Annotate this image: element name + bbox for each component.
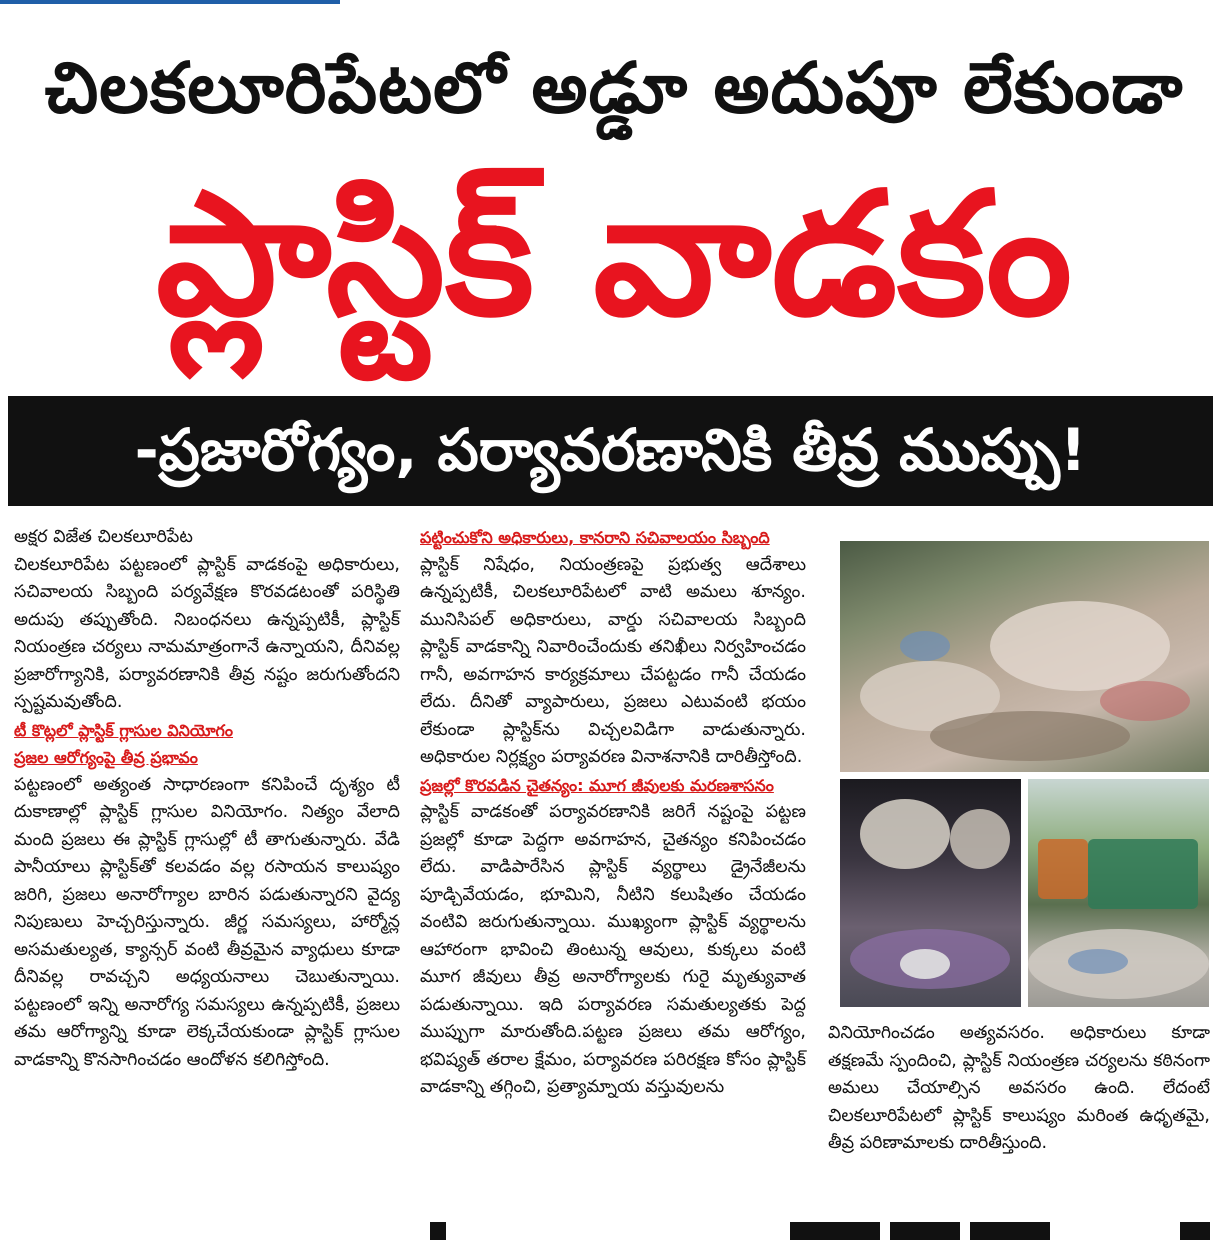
paragraph: పట్టణంలో అత్యంత సాధారణంగా కనిపించే దృశ్యం టీ దుకాణాల్లో ప్లాస్టిక్ గ్లాసుల వినియోగం. నిత్యం వేలాది మంది ప్రజలు ఈ ప్లాస్టిక్ గ్లాసుల్లో టీ తాగుతున్నారు. వేడి పానీయాలు ప్లాస్టిక్‌తో కలవడం వల్ల రసాయన కాలుష్యం జరిగి, ప్రజలు అనారోగ్యాల బారిన పడుతున్నారని వైద్య నిపుణులు హెచ్చరిస్తున్నారు. జీర్ణ సమస్యలు, హార్మోన్ల అసమతుల్యత, క్యాన్సర్ వంటి తీవ్రమైన వ్యాధులు కూడా దీనివల్ల రావచ్చని అధ్యయనాలు చెబుతున్నాయి. పట్టణంలో ఇన్ని అనారోగ్య సమస్యలు ఉన్నప్పటికీ, ప్రజలు తమ ఆరోగ్యాన్ని కూడా లెక్కచేయకుండా ప్లాస్టిక్ గ్లాసుల వాడకాన్ని కొనసాగించడం ఆందోళన కలిగిస్తోంది. bbox=[14, 774, 400, 1070]
section-subheading: పట్టించుకోని అధికారులు, కానరాని సచివాలయం సిబ్బంది bbox=[420, 528, 770, 547]
subheadline-band: -ప్రజారోగ్యం, పర్యావరణానికి తీవ్ర ముప్పు! bbox=[8, 396, 1213, 506]
paragraph: ప్లాస్టిక్ వాడకంతో పర్యావరణానికి జరిగే నష్టంపై పట్టణ ప్రజల్లో కూడా పెద్దగా అవగాహన, చైతన్యం కనిపించడం లేదు. వాడిపారేసిన ప్లాస్టిక్ వ్యర్థాలు డ్రైనేజీలను పూడ్చివేయడం, భూమిని, నీటిని కలుషితం చేయడం వంటివి జరుగుతున్నాయి. ముఖ్యంగా ప్లాస్టిక్ వ్యర్థాలను ఆహారంగా భావించి తింటున్న ఆవులు, కుక్కలు వంటి మూగ జీవులు తీవ్ర అనారోగ్యాలకు గురై మృత్యువాత పడుతున్నాయి. ఇది పర్యావరణ సమతుల్యతకు పెద్ద ముప్పుగా మారుతోంది.పట్టణ ప్రజలు తమ ఆరోగ్యం, భవిష్యత్ తరాల క్షేమం, పర్యావరణ పరిరక్షణ కోసం ప్లాస్టిక్ వాడకాన్ని తగ్గించి, ప్రత్యామ్నాయ వస్తువులను bbox=[420, 802, 806, 1097]
section-subheading: ప్రజల్లో కొరవడిన చైతన్యం: మూగ జీవులకు మరణశాసనం bbox=[420, 775, 774, 795]
article-column-3 bbox=[828, 1020, 1210, 1158]
next-headline-fragment bbox=[420, 1222, 1228, 1240]
main-headline: ప్లాస్టిక్ వాడకం bbox=[155, 156, 1073, 354]
garbage-heap-photo bbox=[840, 541, 1209, 772]
section-subheading: టీ కొట్లలో ప్లాస్టిక్ గ్లాసుల వినియోగం bbox=[14, 720, 234, 740]
dateline: అక్షర విజేత చిలకలూరిపేట bbox=[14, 527, 193, 547]
garbage-cleanup-photo bbox=[1028, 779, 1209, 1007]
paragraph: వినియోగించడం అత్యవసరం. అధికారులు కూడా తక్షణమే స్పందించి, ప్లాస్టిక్ నియంత్రణ చర్యలను కఠినంగా అమలు చేయాల్సిన అవసరం ఉంది. లేదంటే చిలకలూరిపేటలో ప్లాస్టిక్ కాలుష్యం మరింత ఉధృతమై, తీవ్ర పరిణామాలకు దారితీస్తుంది. bbox=[828, 1023, 1210, 1153]
paragraph: చిలకలూరిపేట పట్టణంలో ప్లాస్టిక్ వాడకంపై అధికారులు, సచివాలయ సిబ్బంది పర్యవేక్షణ కొరవడటంతో పరిస్థితి అదుపు తప్పుతోంది. నిబంధనలు ఉన్నప్పటికీ, ప్లాస్టిక్ నియంత్రణ చర్యలు నామమాత్రంగానే ఉన్నాయని, దీనివల్ల ప్రజారోగ్యానికి, పర్యావరణానికి తీవ్ర నష్టం జరుగుతోందని స్పష్టమవుతోంది. bbox=[14, 554, 400, 712]
paragraph: ప్లాస్టిక్ నిషేధం, నియంత్రణపై ప్రభుత్వ ఆదేశాలు ఉన్నప్పటికీ, చిలకలూరిపేటలో వాటి అమలు శూన్యం. మునిసిపల్ అధికారులు, వార్డు సచివాలయ సిబ్బంది ప్లాస్టిక్ వాడకాన్ని నివారించేందుకు తనిఖీలు నిర్వహించడం గానీ, అవగాహన కార్యక్రమాలు చేపట్టడం గానీ చేయడం లేదు. దీనితో వ్యాపారులు, ప్రజలు ఎటువంటి భయం లేకుండా ప్లాస్టిక్‌ను విచ్చలవిడిగా వాడుతున్నారు. అధికారుల నిర్లక్ష్యం పర్యావరణ వినాశనానికి దారితీస్తోంది. bbox=[420, 554, 806, 767]
brand-bar bbox=[0, 0, 340, 4]
article-column-2 bbox=[420, 524, 806, 1102]
article-column-1 bbox=[14, 524, 400, 1074]
section-subheading: ప్రజల ఆరోగ్యంపై తీవ్ర ప్రభావం bbox=[14, 748, 198, 767]
cows-eating-waste-photo bbox=[840, 779, 1021, 1007]
kicker-headline: చిలకలూరిపేటలో అడ్డూ అదుపూ లేకుండా bbox=[44, 47, 1184, 129]
